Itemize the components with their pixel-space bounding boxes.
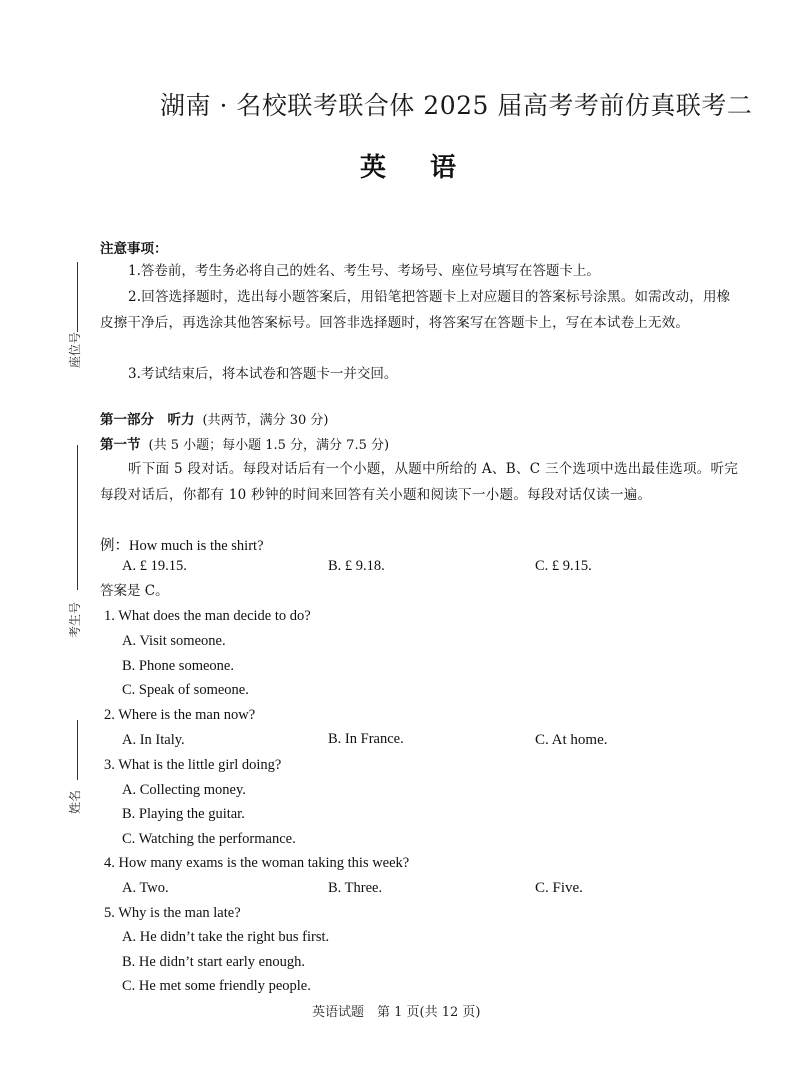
seat-number-line (77, 262, 78, 332)
exam-title: 湖南 · 名校联考联合体 2025 届高考考前仿真联考二 (160, 91, 753, 120)
example-option-b: B. £ 9.18. (328, 558, 385, 574)
example-answer: 答案是 C。 (100, 583, 169, 599)
part1-heading-text: 第一部分 听力 (100, 412, 195, 428)
section1-heading-text: 第一节 (100, 437, 141, 453)
question-4-option-c: C. Five. (535, 880, 583, 896)
question-5-option-c: C. He met some friendly people. (122, 978, 311, 994)
notice-item-3: 3.考试结束后，将本试卷和答题卡一并交回。 (128, 366, 398, 382)
question-5-option-a: A. He didn’t take the right bus first. (122, 929, 330, 945)
question-2-option-c: C. At home. (535, 732, 608, 748)
question-3-option-b: B. Playing the guitar. (122, 806, 245, 822)
listening-instructions: 听下面 5 段对话。每段对话后有一个小题，从题中所给的 A、B、C 三个选项中选出最佳选项。听完每段对话后，你都有 10 秒钟的时间来回答有关小题和阅读下一小题。每段对话仅读一遍。 (100, 461, 739, 503)
example-prompt: 例：How much is the shirt? (100, 538, 264, 554)
notice-item-1: 1.答卷前，考生务必将自己的姓名、考生号、考场号、座位号填写在答题卡上。 (128, 263, 600, 279)
name-label: 姓名 (68, 789, 82, 814)
question-5-option-b: B. He didn’t start early enough. (122, 954, 305, 970)
question-2-option-b: B. In France. (328, 731, 404, 747)
seat-number-label: 座位号 (68, 331, 82, 368)
name-line (77, 720, 78, 780)
question-3-option-c: C. Watching the performance. (122, 831, 296, 847)
part1-heading (100, 408, 328, 428)
question-1-stem: 1. What does the man decide to do? (104, 608, 311, 624)
question-4-stem: 4. How many exams is the woman taking this week? (104, 855, 410, 871)
question-1-option-c: C. Speak of someone. (122, 682, 249, 698)
example-option-c: C. £ 9.15. (535, 558, 592, 574)
exam-number-line (77, 445, 78, 590)
part1-heading-note: (共两节，满分 30 分) (202, 413, 329, 428)
question-4-option-a: A. Two. (122, 880, 169, 896)
exam-number-label: 考生号 (68, 601, 82, 638)
section1-heading-note: (共 5 小题；每小题 1.5 分，满分 7.5 分) (148, 438, 390, 453)
page-footer: 英语试题 第 1 页(共 12 页) (312, 1005, 481, 1020)
question-5-stem: 5. Why is the man late? (104, 905, 241, 921)
notice-item-2: 2.回答选择题时，选出每小题答案后，用铅笔把答题卡上对应题目的答案标号涂黑。如需改动，用橡皮擦干净后，再选涂其他答案标号。回答非选择题时，将答案写在答题卡上，写在本试卷上无效。 (100, 289, 731, 331)
question-3-stem: 3. What is the little girl doing? (104, 757, 282, 773)
question-2-option-a: A. In Italy. (122, 732, 185, 748)
question-1-option-a: A. Visit someone. (122, 633, 226, 649)
example-option-a: A. £ 19.15. (122, 558, 187, 574)
question-2-stem: 2. Where is the man now? (104, 707, 256, 723)
notice-heading: 注意事项： (100, 241, 168, 257)
question-1-option-b: B. Phone someone. (122, 658, 234, 674)
section1-heading (100, 433, 389, 453)
question-3-option-a: A. Collecting money. (122, 782, 246, 798)
subject-title: 英语 (360, 153, 501, 183)
question-4-option-b: B. Three. (328, 880, 383, 896)
